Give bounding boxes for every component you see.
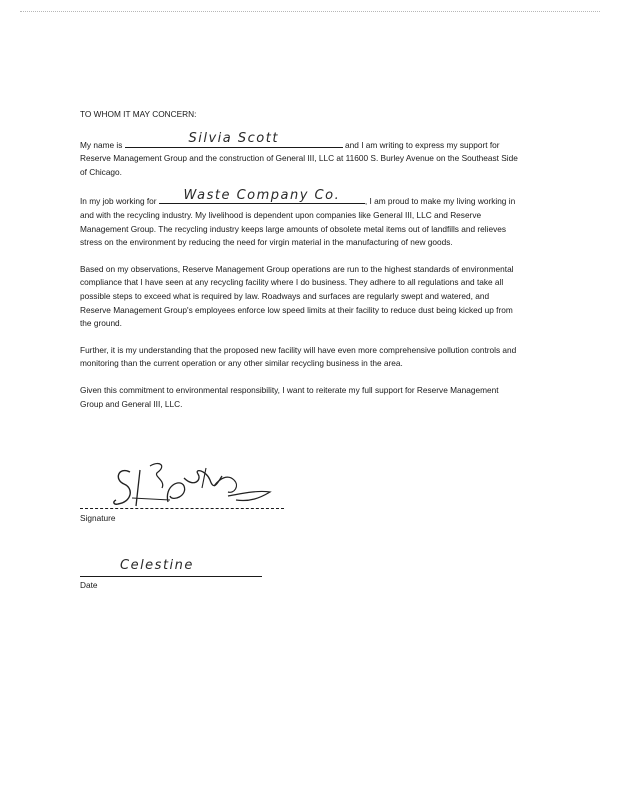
signature-block	[80, 458, 300, 528]
handwritten-name: Silvia Scott	[188, 131, 279, 146]
salutation: TO WHOM IT MAY CONCERN:	[80, 109, 197, 119]
employment-lead: In my job working for	[80, 196, 159, 207]
handwritten-date: Celestine	[120, 558, 194, 573]
handwritten-employer: Waste Company Co.	[183, 187, 341, 203]
paragraph-observations: Based on my observations, Reserve Management Group operations are run to the highest standards of environmental compliance that I have seen at any recycling facility where I do business. They adhere to all regulations and take all possible steps to exceed what is required by law. Roadways and surfaces are regularly swept and watered, and Reserve Management Group's employees enforce low speed limits at their facility to reduce dust being kicked up from the ground.	[80, 263, 514, 329]
paragraph-introduction	[80, 131, 522, 180]
employment-rest: , I am proud to make my living working in and with the recycling industry. My livelihood is dependent upon companies like General III, LLC and Reserve Management Group. The recycling industry keeps large amounts of obsolete metal items out of landfills and relieves stress on the environment by reducing the need for virgin material in the manufacturing of new goods.	[80, 196, 516, 248]
paragraph-support: Given this commitment to environmental responsibility, I want to reiterate my full support for Reserve Management Group and General III, LLC.	[80, 384, 499, 409]
paragraph-employment	[80, 187, 522, 249]
signature-label: Signature	[80, 513, 116, 523]
date-line	[80, 576, 262, 577]
letter-body	[80, 108, 522, 424]
paragraph-facility: Further, it is my understanding that the proposed new facility will have even more comprehensive pollution controls and monitoring than the current operation or any other similar recycling business in the area.	[80, 344, 517, 369]
handwritten-signature	[110, 458, 280, 510]
date-block	[80, 555, 300, 595]
intro-lead: My name is	[80, 139, 125, 150]
name-fill-line	[125, 131, 343, 148]
date-label: Date	[80, 580, 98, 590]
signature-line	[80, 508, 284, 509]
employer-fill-line	[159, 187, 365, 204]
intro-rest: and I am writing to express my support for Reserve Management Group and the construction of General III, LLC at 11600 S. Burley Avenue on the Southeast Side of Chicago.	[80, 139, 518, 177]
scan-edge-artifact	[20, 11, 600, 15]
